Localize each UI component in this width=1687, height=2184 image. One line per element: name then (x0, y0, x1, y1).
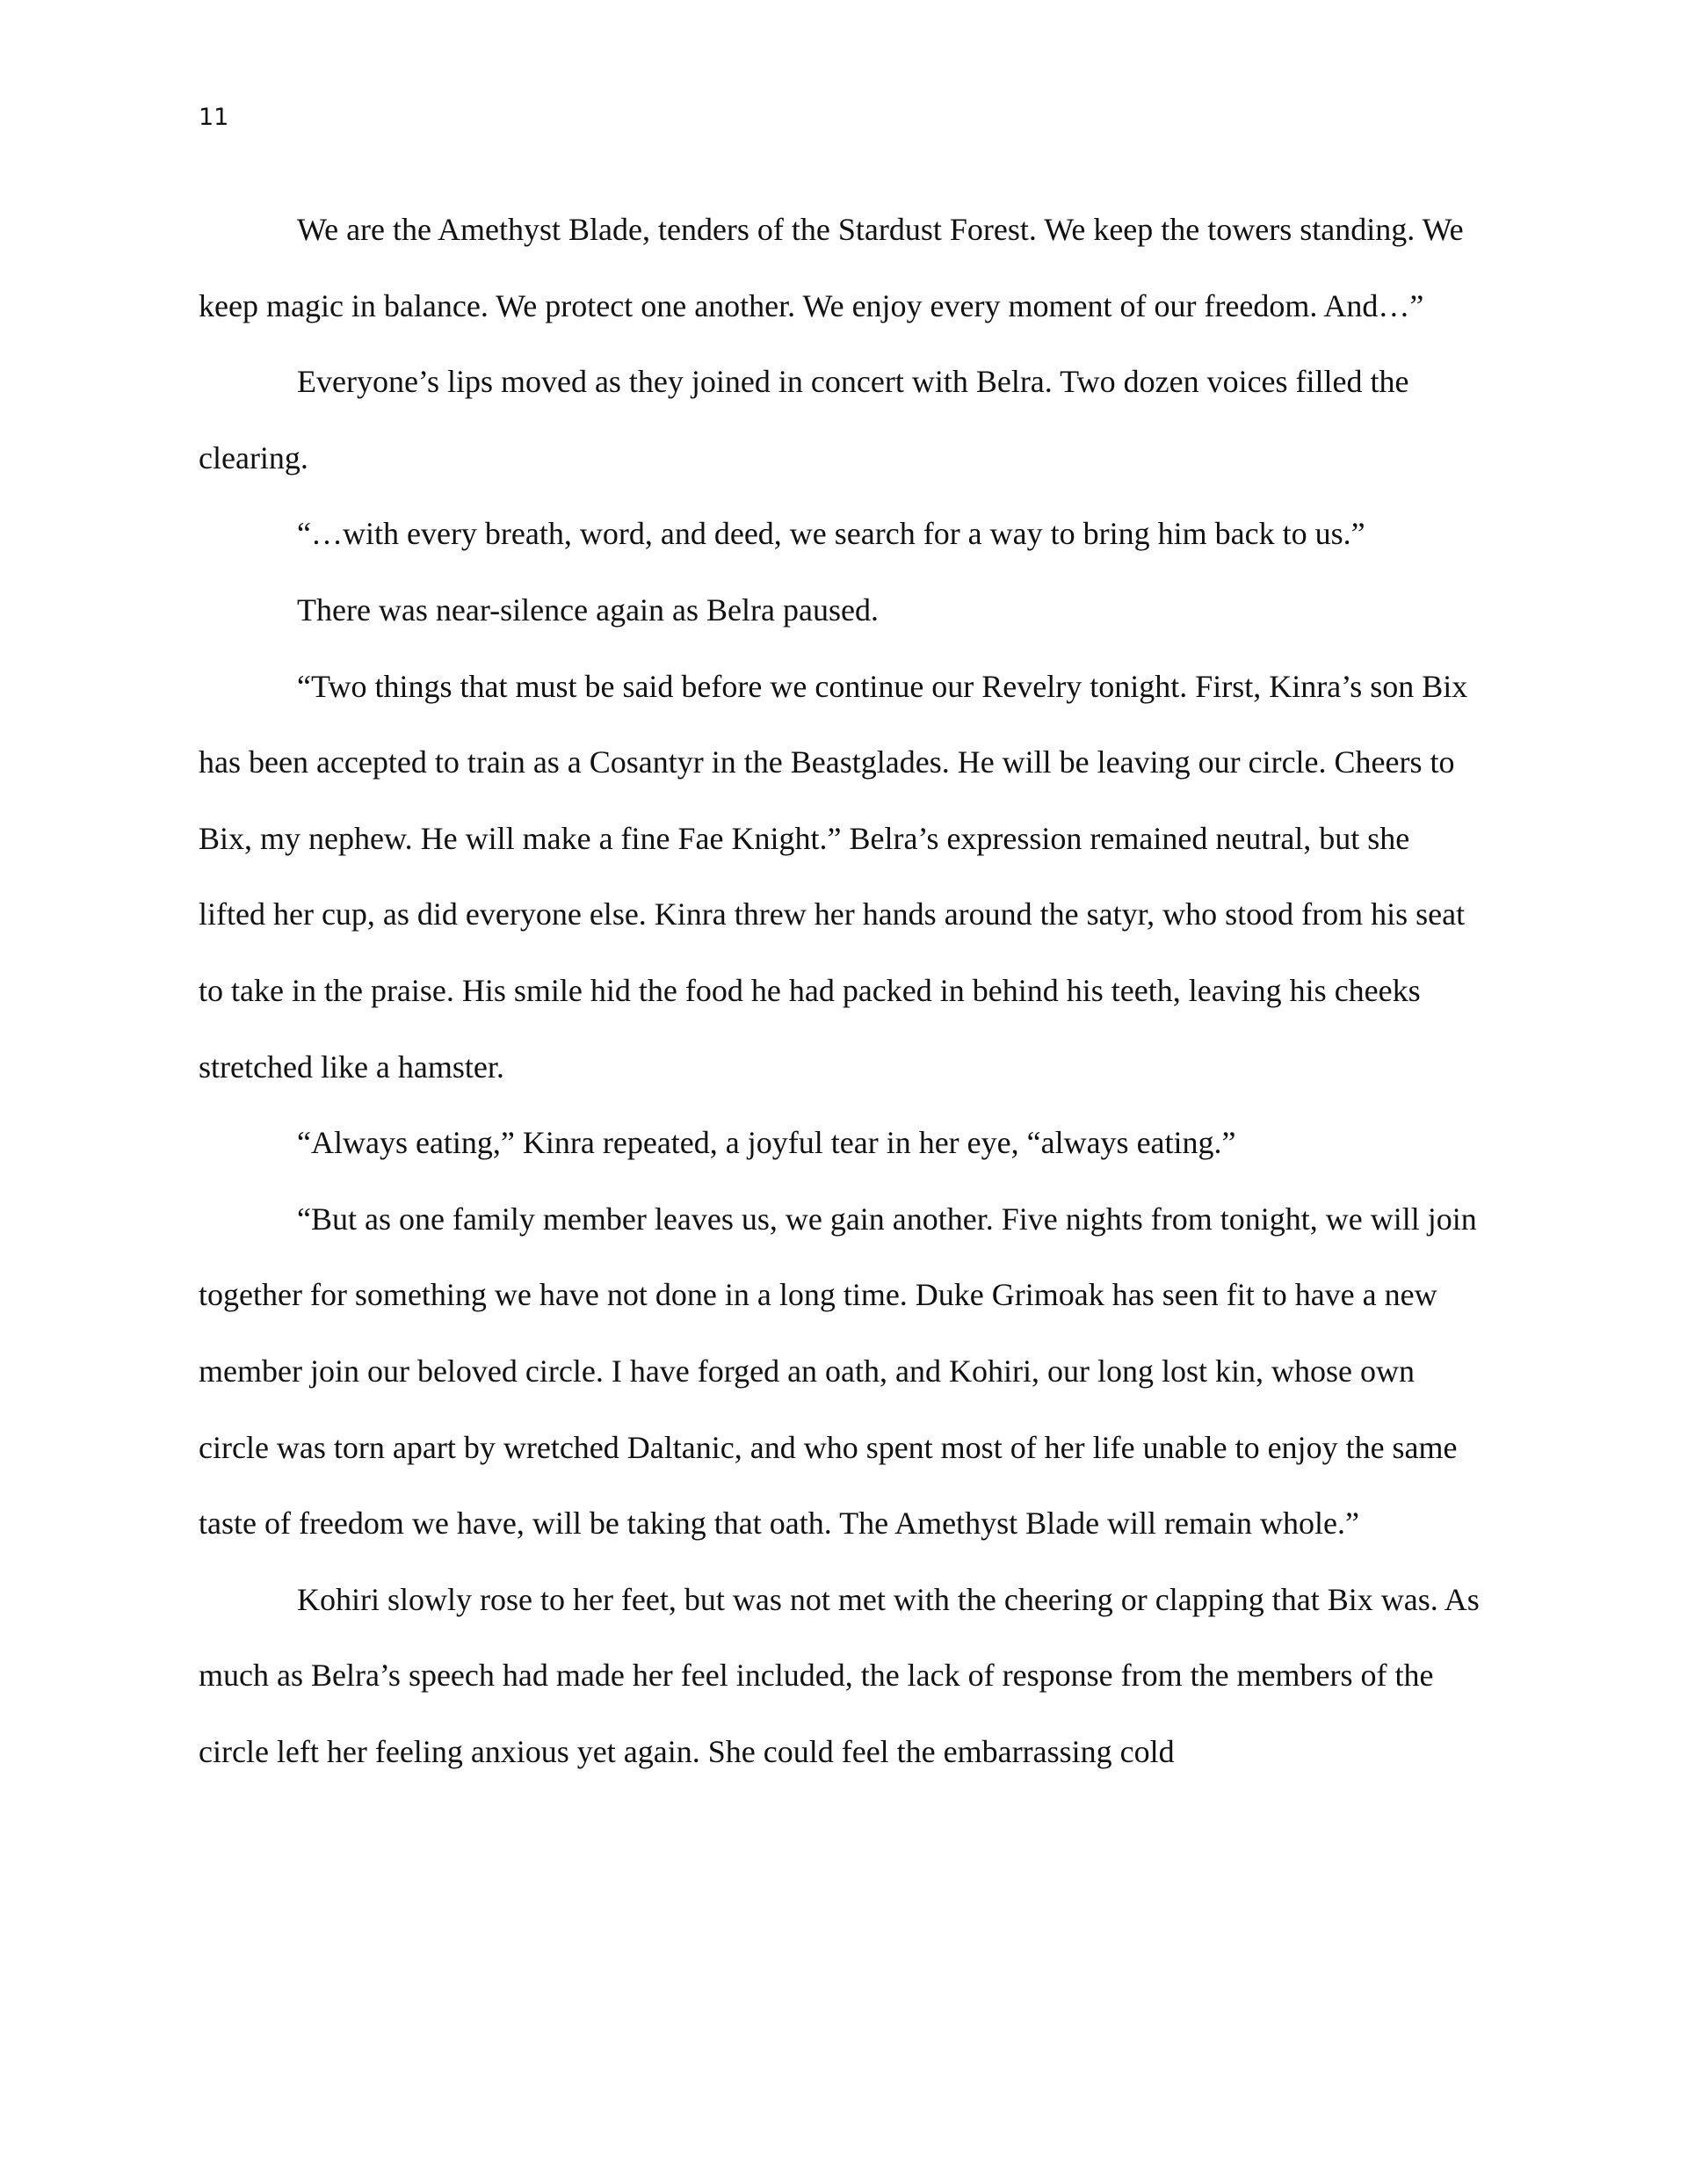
paragraph: “But as one family member leaves us, we gain another. Five nights from tonight, we will join together for something we have not done in a long time. Duke Grimoak has seen fit to have a new member join our beloved circle. I have forged an oath, and Kohiri, our long lost kin, whose own circle was torn apart by wretched Daltanic, and who spent most of her life unable to enjoy the same taste of freedom we have, will be taking that oath. The Amethyst Blade will remain whole.” (199, 1201, 1477, 1542)
paragraph: Kohiri slowly rose to her feet, but was not met with the cheering or clapping that Bix was. As much as Belra’s speech had made her feel included, the lack of response from the members of the circle left her feeling anxious yet again. She could feel the embarrassing cold (199, 1581, 1480, 1769)
paragraph: “…with every breath, word, and deed, we search for a way to bring him back to us.” (297, 516, 1365, 552)
paragraph: “Always eating,” Kinra repeated, a joyful tear in her eye, “always eating.” (297, 1125, 1236, 1161)
page-number: 11 (199, 104, 229, 131)
paragraph: “Two things that must be said before we continue our Revelry tonight. First, Kinra’s son Bix has been accepted to train as a Cosantyr in the Beastglades. He will be leaving our circle. Cheers to Bix, my nephew. He will make a fine Fae Knight.” Belra’s expression remained neutral, but she lifted her cup, as did everyone else. Kinra threw her hands around the satyr, who stood from his seat to take in the praise. His smile hid the food he had packed in behind his teeth, leaving his cheeks stretched like a hamster. (199, 668, 1468, 1085)
paragraph: There was near-silence again as Belra paused. (297, 591, 879, 628)
paragraph: Everyone’s lips moved as they joined in concert with Belra. Two dozen voices filled the clearing. (199, 364, 1409, 475)
paragraph: We are the Amethyst Blade, tenders of the Stardust Forest. We keep the towers standing. We keep magic in balance. We protect one another. We enjoy every moment of our freedom. And…” (199, 212, 1464, 323)
body-text (199, 192, 1481, 1789)
